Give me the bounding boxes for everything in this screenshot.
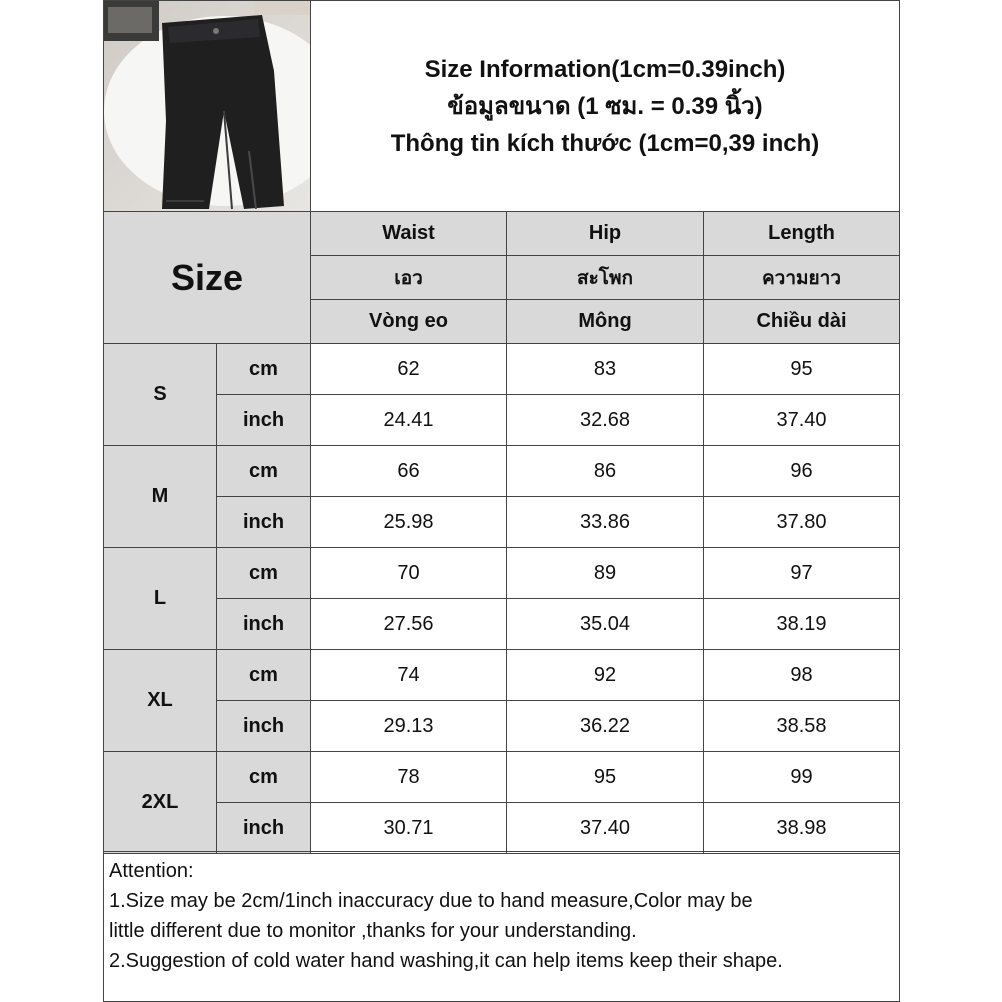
value-cell: 95: [506, 751, 704, 803]
unit-label-inch: inch: [216, 700, 311, 752]
col-header-hip-th: สะโพก: [506, 255, 704, 300]
title-vietnamese: Thông tin kích thước (1cm=0,39 inch): [390, 129, 820, 157]
col-header-length-th: ความยาว: [703, 255, 900, 300]
value-cell: 37.80: [703, 496, 900, 548]
value-cell: 27.56: [310, 598, 507, 650]
title-english: Size Information(1cm=0.39inch): [424, 55, 786, 83]
value-cell: 24.41: [310, 394, 507, 446]
col-header-waist-en: Waist: [310, 211, 507, 256]
value-cell: 98: [703, 649, 900, 701]
unit-label-cm: cm: [216, 751, 311, 803]
value-cell: 97: [703, 547, 900, 599]
size-name-s: S: [103, 343, 217, 446]
unit-label-cm: cm: [216, 343, 311, 395]
size-name-xl: XL: [103, 649, 217, 752]
value-cell: 96: [703, 445, 900, 497]
unit-label-cm: cm: [216, 649, 311, 701]
col-header-length-en: Length: [703, 211, 900, 256]
value-cell: 95: [703, 343, 900, 395]
attention-notes: [103, 851, 900, 1002]
size-header: Size: [103, 211, 311, 344]
value-cell: 66: [310, 445, 507, 497]
value-cell: 38.19: [703, 598, 900, 650]
value-cell: 38.58: [703, 700, 900, 752]
title-thai: ข้อมูลขนาด (1 ซม. = 0.39 นิ้ว): [447, 92, 763, 120]
notes-line-1: 1.Size may be 2cm/1inch inaccuracy due to hand measure,Color may be: [109, 890, 753, 912]
value-cell: 86: [506, 445, 704, 497]
value-cell: 78: [310, 751, 507, 803]
value-cell: 33.86: [506, 496, 704, 548]
unit-label-inch: inch: [216, 802, 311, 854]
unit-label-cm: cm: [216, 547, 311, 599]
size-name-l: L: [103, 547, 217, 650]
size-name-m: M: [103, 445, 217, 548]
unit-label-inch: inch: [216, 496, 311, 548]
title-block: [310, 0, 900, 212]
unit-label-inch: inch: [216, 598, 311, 650]
value-cell: 36.22: [506, 700, 704, 752]
notes-line-2: little different due to monitor ,thanks for your understanding.: [109, 920, 637, 942]
value-cell: 38.98: [703, 802, 900, 854]
value-cell: 74: [310, 649, 507, 701]
value-cell: 37.40: [703, 394, 900, 446]
unit-label-inch: inch: [216, 394, 311, 446]
col-header-hip-vi: Mông: [506, 299, 704, 344]
col-header-hip-en: Hip: [506, 211, 704, 256]
product-photo: [103, 0, 311, 212]
value-cell: 30.71: [310, 802, 507, 854]
value-cell: 89: [506, 547, 704, 599]
value-cell: 99: [703, 751, 900, 803]
value-cell: 25.98: [310, 496, 507, 548]
notes-line-3: 2.Suggestion of cold water hand washing,it can help items keep their shape.: [109, 950, 783, 972]
value-cell: 29.13: [310, 700, 507, 752]
value-cell: 35.04: [506, 598, 704, 650]
value-cell: 62: [310, 343, 507, 395]
size-name-2xl: 2XL: [103, 751, 217, 854]
unit-label-cm: cm: [216, 445, 311, 497]
jeans-photo-icon: [104, 1, 311, 212]
value-cell: 37.40: [506, 802, 704, 854]
col-header-length-vi: Chiều dài: [703, 299, 900, 344]
value-cell: 32.68: [506, 394, 704, 446]
value-cell: 70: [310, 547, 507, 599]
value-cell: 83: [506, 343, 704, 395]
value-cell: 92: [506, 649, 704, 701]
col-header-waist-vi: Vòng eo: [310, 299, 507, 344]
notes-heading: Attention:: [109, 860, 194, 882]
col-header-waist-th: เอว: [310, 255, 507, 300]
